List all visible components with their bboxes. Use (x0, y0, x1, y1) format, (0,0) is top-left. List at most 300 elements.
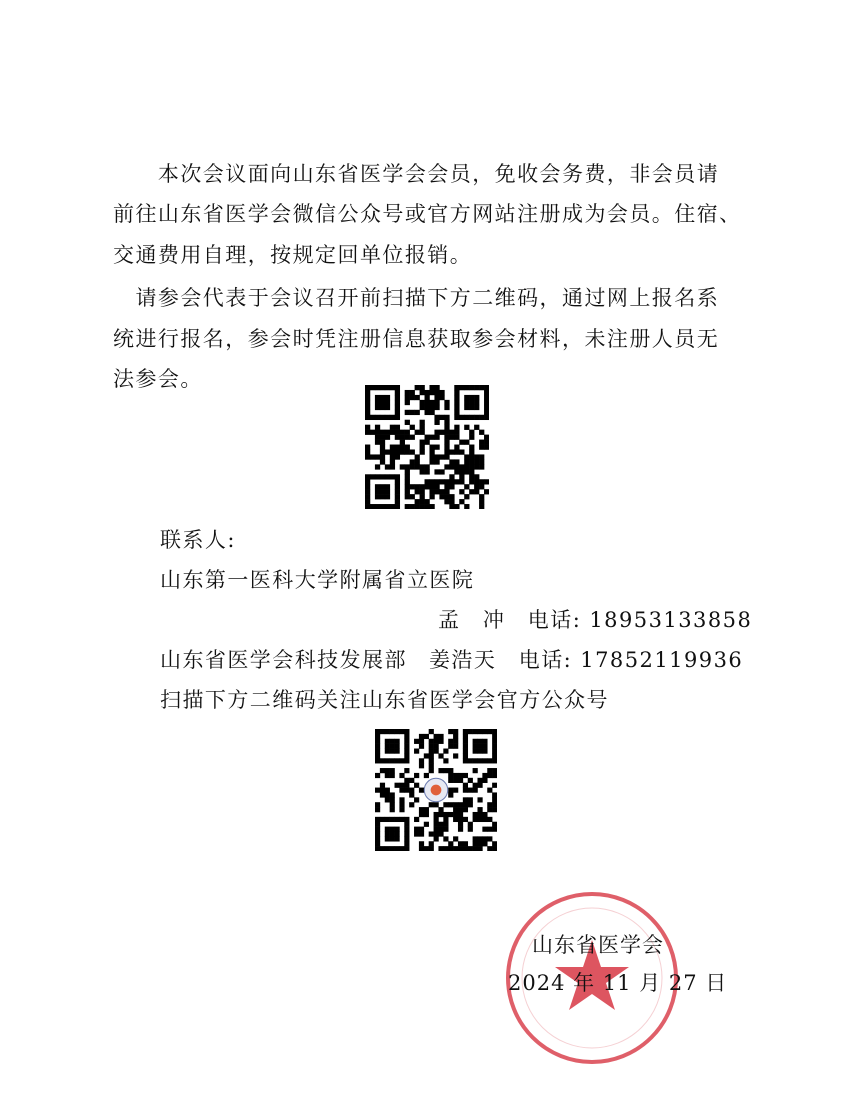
qr-module (420, 425, 425, 430)
qr-module (409, 778, 414, 783)
qr-module (468, 822, 473, 827)
qr-module (380, 484, 385, 489)
contact-person-1: 孟 冲 电话: 18953133858 (438, 608, 753, 632)
qr-module (454, 405, 459, 410)
qr-module (405, 464, 410, 469)
qr-module (434, 454, 439, 459)
qr-module (463, 841, 468, 846)
qr-module (492, 758, 497, 763)
qr-module (434, 445, 439, 450)
qr-module (395, 494, 400, 499)
qr-module (492, 749, 497, 754)
qr-module (405, 410, 410, 415)
qr-module (380, 768, 385, 773)
qr-module (484, 445, 489, 450)
qr-module (482, 778, 487, 783)
qr-module (448, 778, 453, 783)
qr-module (464, 459, 469, 464)
qr-module (468, 729, 473, 734)
qr-module (464, 440, 469, 445)
qr-module (449, 430, 454, 435)
qr-module (458, 812, 463, 817)
qr-module (477, 846, 482, 851)
qr-module (419, 744, 424, 749)
qr-module (429, 489, 434, 494)
qr-module (482, 758, 487, 763)
qr-module (424, 753, 429, 758)
qr-module (399, 783, 404, 788)
qr-module (487, 827, 492, 832)
qr-module (429, 459, 434, 464)
qr-module (429, 494, 434, 499)
qr-module (395, 474, 400, 479)
qr-module (375, 454, 380, 459)
qr-module (449, 499, 454, 504)
qr-module (380, 459, 385, 464)
qr-module (459, 464, 464, 469)
qr-module (404, 836, 409, 841)
qr-module (415, 499, 420, 504)
qr-module (484, 405, 489, 410)
qr-module (453, 807, 458, 812)
qr-module (410, 459, 415, 464)
qr-module (400, 464, 405, 469)
qr-module (479, 415, 484, 420)
qr-module (404, 729, 409, 734)
qr-module (365, 504, 370, 509)
paragraph-1-line-1: 本次会议面向山东省医学会会员，免收会务费，非会员请 (113, 162, 720, 186)
qr-module (419, 763, 424, 768)
qr-module (444, 494, 449, 499)
qr-module (444, 445, 449, 450)
qr-module (484, 479, 489, 484)
qr-module (395, 484, 400, 489)
qr-module (385, 729, 390, 734)
qr-module (395, 749, 400, 754)
qr-module (425, 395, 430, 400)
qr-module (420, 400, 425, 405)
qr-module (385, 430, 390, 435)
qr-module (477, 812, 482, 817)
qr-module (454, 469, 459, 474)
qr-module (429, 846, 434, 851)
qr-module (449, 435, 454, 440)
qr-module (400, 435, 405, 440)
qr-module (474, 415, 479, 420)
qr-module (375, 822, 380, 827)
qr-module (405, 479, 410, 484)
qr-module (434, 836, 439, 841)
qr-module (454, 425, 459, 430)
qr-module (385, 504, 390, 509)
qr-module (380, 729, 385, 734)
qr-module (464, 494, 469, 499)
qr-module (410, 449, 415, 454)
qr-module (453, 753, 458, 758)
qr-module (375, 758, 380, 763)
qr-module (482, 812, 487, 817)
qr-module (380, 415, 385, 420)
qr-module (375, 385, 380, 390)
qr-module (390, 454, 395, 459)
qr-module (390, 504, 395, 509)
qr-module (390, 792, 395, 797)
qr-module (448, 744, 453, 749)
qr-module (380, 494, 385, 499)
qr-module (473, 749, 478, 754)
qr-module (454, 400, 459, 405)
qr-module (365, 385, 370, 390)
qr-module (448, 768, 453, 773)
qr-module (395, 415, 400, 420)
qr-module (434, 479, 439, 484)
qr-module (419, 739, 424, 744)
qr-module (477, 744, 482, 749)
qr-module (400, 430, 405, 435)
qr-module (395, 410, 400, 415)
qr-module (459, 440, 464, 445)
qr-module (429, 454, 434, 459)
qr-module (429, 479, 434, 484)
qr-module (380, 489, 385, 494)
qr-module (415, 385, 420, 390)
qr-module (390, 459, 395, 464)
contact-label: 联系人: (160, 528, 236, 552)
qr-module (469, 395, 474, 400)
qr-module (385, 489, 390, 494)
qr-module (380, 445, 385, 450)
qr-module (395, 405, 400, 410)
qr-module (365, 445, 370, 450)
qr-module (443, 749, 448, 754)
qr-module (415, 489, 420, 494)
qr-module (395, 400, 400, 405)
qr-module (395, 846, 400, 851)
qr-module (469, 474, 474, 479)
qr-module (463, 744, 468, 749)
qr-module (463, 758, 468, 763)
paragraph-2-line-3: 法参会。 (113, 367, 203, 391)
qr-module (479, 385, 484, 390)
qr-module (399, 797, 404, 802)
qr-module (434, 734, 439, 739)
qr-module (492, 783, 497, 788)
qr-module (405, 484, 410, 489)
qr-module (415, 395, 420, 400)
qr-module (443, 802, 448, 807)
qr-module (415, 430, 420, 435)
qr-module (473, 783, 478, 788)
qr-module (415, 454, 420, 459)
qr-module (420, 494, 425, 499)
qr-module (395, 449, 400, 454)
qr-module (473, 768, 478, 773)
qr-module (464, 464, 469, 469)
qr-module (419, 788, 424, 793)
qr-module (477, 783, 482, 788)
qr-module (474, 395, 479, 400)
qr-module (434, 405, 439, 410)
qr-module (424, 822, 429, 827)
qr-module (414, 797, 419, 802)
qr-module (458, 827, 463, 832)
qr-module (438, 739, 443, 744)
qr-module (380, 435, 385, 440)
qr-module (399, 802, 404, 807)
qr-module (395, 454, 400, 459)
qr-module (409, 792, 414, 797)
qr-module (453, 739, 458, 744)
qr-module (473, 817, 478, 822)
qr-module (434, 822, 439, 827)
qr-module (405, 494, 410, 499)
qr-module (444, 440, 449, 445)
registration-qr-code[interactable] (365, 385, 489, 509)
qr-module (429, 768, 434, 773)
qr-module (463, 753, 468, 758)
qr-module (463, 802, 468, 807)
qr-module (448, 841, 453, 846)
qr-module (404, 822, 409, 827)
qr-module (464, 484, 469, 489)
qr-module (463, 807, 468, 812)
qr-module (385, 744, 390, 749)
qr-module (429, 758, 434, 763)
qr-module (395, 479, 400, 484)
qr-module (420, 430, 425, 435)
qr-module (385, 827, 390, 832)
qr-module (473, 836, 478, 841)
qr-module (448, 792, 453, 797)
qr-module (385, 817, 390, 822)
qr-module (469, 464, 474, 469)
qr-module (399, 846, 404, 851)
qr-module (365, 390, 370, 395)
qr-module (434, 430, 439, 435)
qr-module (473, 744, 478, 749)
qr-module (425, 410, 430, 415)
qr-module (453, 734, 458, 739)
qr-module (484, 390, 489, 395)
qr-module (473, 788, 478, 793)
qr-module (444, 499, 449, 504)
qr-module (429, 484, 434, 489)
qr-module (459, 415, 464, 420)
qr-module (473, 729, 478, 734)
qr-module (390, 385, 395, 390)
qr-module (415, 484, 420, 489)
qr-module (420, 440, 425, 445)
qr-module (390, 430, 395, 435)
qr-module (395, 489, 400, 494)
qr-module (454, 395, 459, 400)
qr-module (464, 405, 469, 410)
qr-module (492, 802, 497, 807)
qr-module (477, 749, 482, 754)
qr-module (390, 449, 395, 454)
qr-module (404, 744, 409, 749)
qr-module (405, 390, 410, 395)
qr-module (434, 489, 439, 494)
paragraph-2-line-2: 统进行报名，参会时凭注册信息获取参会材料，未注册人员无 (113, 327, 720, 351)
qr-module (400, 449, 405, 454)
qr-module (410, 464, 415, 469)
qr-module (415, 504, 420, 509)
qr-module (474, 405, 479, 410)
qr-module (468, 802, 473, 807)
qr-module (469, 435, 474, 440)
qr-module (492, 753, 497, 758)
qr-module (429, 504, 434, 509)
qr-module (473, 758, 478, 763)
qr-module (420, 449, 425, 454)
qr-module (449, 479, 454, 484)
qr-module (474, 385, 479, 390)
qr-module (365, 484, 370, 489)
qr-module (479, 454, 484, 459)
qr-module (365, 430, 370, 435)
qr-module (453, 788, 458, 793)
qr-module (443, 822, 448, 827)
qr-module (479, 440, 484, 445)
qr-module (469, 479, 474, 484)
qr-module (434, 415, 439, 420)
qr-module (434, 400, 439, 405)
qr-module (395, 504, 400, 509)
qr-module (429, 729, 434, 734)
qr-module (395, 831, 400, 836)
qr-module (410, 494, 415, 499)
qr-module (380, 474, 385, 479)
qr-module (400, 445, 405, 450)
qr-module (419, 758, 424, 763)
qr-module (438, 812, 443, 817)
qr-module (404, 739, 409, 744)
qr-module (454, 449, 459, 454)
qr-module (390, 744, 395, 749)
qr-module (370, 385, 375, 390)
qr-module (469, 449, 474, 454)
qr-module (482, 729, 487, 734)
qr-module (434, 744, 439, 749)
qr-module (429, 831, 434, 836)
qr-module (444, 415, 449, 420)
qr-module (479, 484, 484, 489)
qr-module (458, 802, 463, 807)
qr-module (434, 385, 439, 390)
qr-module (375, 489, 380, 494)
qr-module (425, 435, 430, 440)
qr-module (410, 410, 415, 415)
qr-module (375, 773, 380, 778)
qr-module (469, 454, 474, 459)
qr-module (438, 827, 443, 832)
qr-module (487, 846, 492, 851)
qr-module (409, 802, 414, 807)
qr-module (419, 846, 424, 851)
qr-module (439, 469, 444, 474)
qr-module (405, 395, 410, 400)
qr-module (375, 415, 380, 420)
qr-module (463, 817, 468, 822)
qr-module (410, 484, 415, 489)
qr-module (375, 802, 380, 807)
qr-module (469, 405, 474, 410)
qr-module (380, 758, 385, 763)
qr-module (429, 435, 434, 440)
qr-module (449, 464, 454, 469)
qr-module (375, 440, 380, 445)
qr-module (375, 435, 380, 440)
qr-module (380, 440, 385, 445)
qr-module (365, 425, 370, 430)
qr-module (365, 494, 370, 499)
qr-module (434, 469, 439, 474)
qr-module (425, 484, 430, 489)
qr-module (390, 464, 395, 469)
qr-module (479, 430, 484, 435)
qr-module (414, 827, 419, 832)
qr-module (444, 435, 449, 440)
qr-module (395, 783, 400, 788)
qr-module (405, 430, 410, 435)
qr-module (395, 390, 400, 395)
qr-module (415, 464, 420, 469)
qr-module (449, 504, 454, 509)
qr-module (390, 817, 395, 822)
qr-module (477, 817, 482, 822)
qr-module (449, 459, 454, 464)
qr-module (463, 783, 468, 788)
qr-module (399, 729, 404, 734)
qr-module (463, 739, 468, 744)
qr-module (390, 831, 395, 836)
qr-module (434, 802, 439, 807)
qr-module (404, 831, 409, 836)
qr-module (492, 744, 497, 749)
qr-module (482, 739, 487, 744)
qr-module (479, 499, 484, 504)
qr-module (405, 435, 410, 440)
qr-module (454, 479, 459, 484)
qr-module (458, 773, 463, 778)
qr-module (454, 435, 459, 440)
qr-module (434, 420, 439, 425)
qr-module (492, 729, 497, 734)
qr-module (429, 449, 434, 454)
qr-module (492, 822, 497, 827)
qr-module (468, 788, 473, 793)
qr-module (453, 773, 458, 778)
qr-module (385, 788, 390, 793)
qr-module (410, 425, 415, 430)
qr-module (453, 802, 458, 807)
qr-module (444, 489, 449, 494)
qr-module (395, 445, 400, 450)
qr-module (385, 758, 390, 763)
wechat-qr-code[interactable] (375, 729, 497, 851)
qr-module (473, 841, 478, 846)
qr-module (468, 797, 473, 802)
qr-module (385, 385, 390, 390)
qr-module (390, 425, 395, 430)
paragraph-2-line-1: 请参会代表于会议召开前扫描下方二维码，通过网上报名系 (113, 286, 720, 310)
qr-module (463, 788, 468, 793)
qr-module (487, 773, 492, 778)
qr-module (448, 812, 453, 817)
qr-module (479, 464, 484, 469)
qr-module (385, 773, 390, 778)
